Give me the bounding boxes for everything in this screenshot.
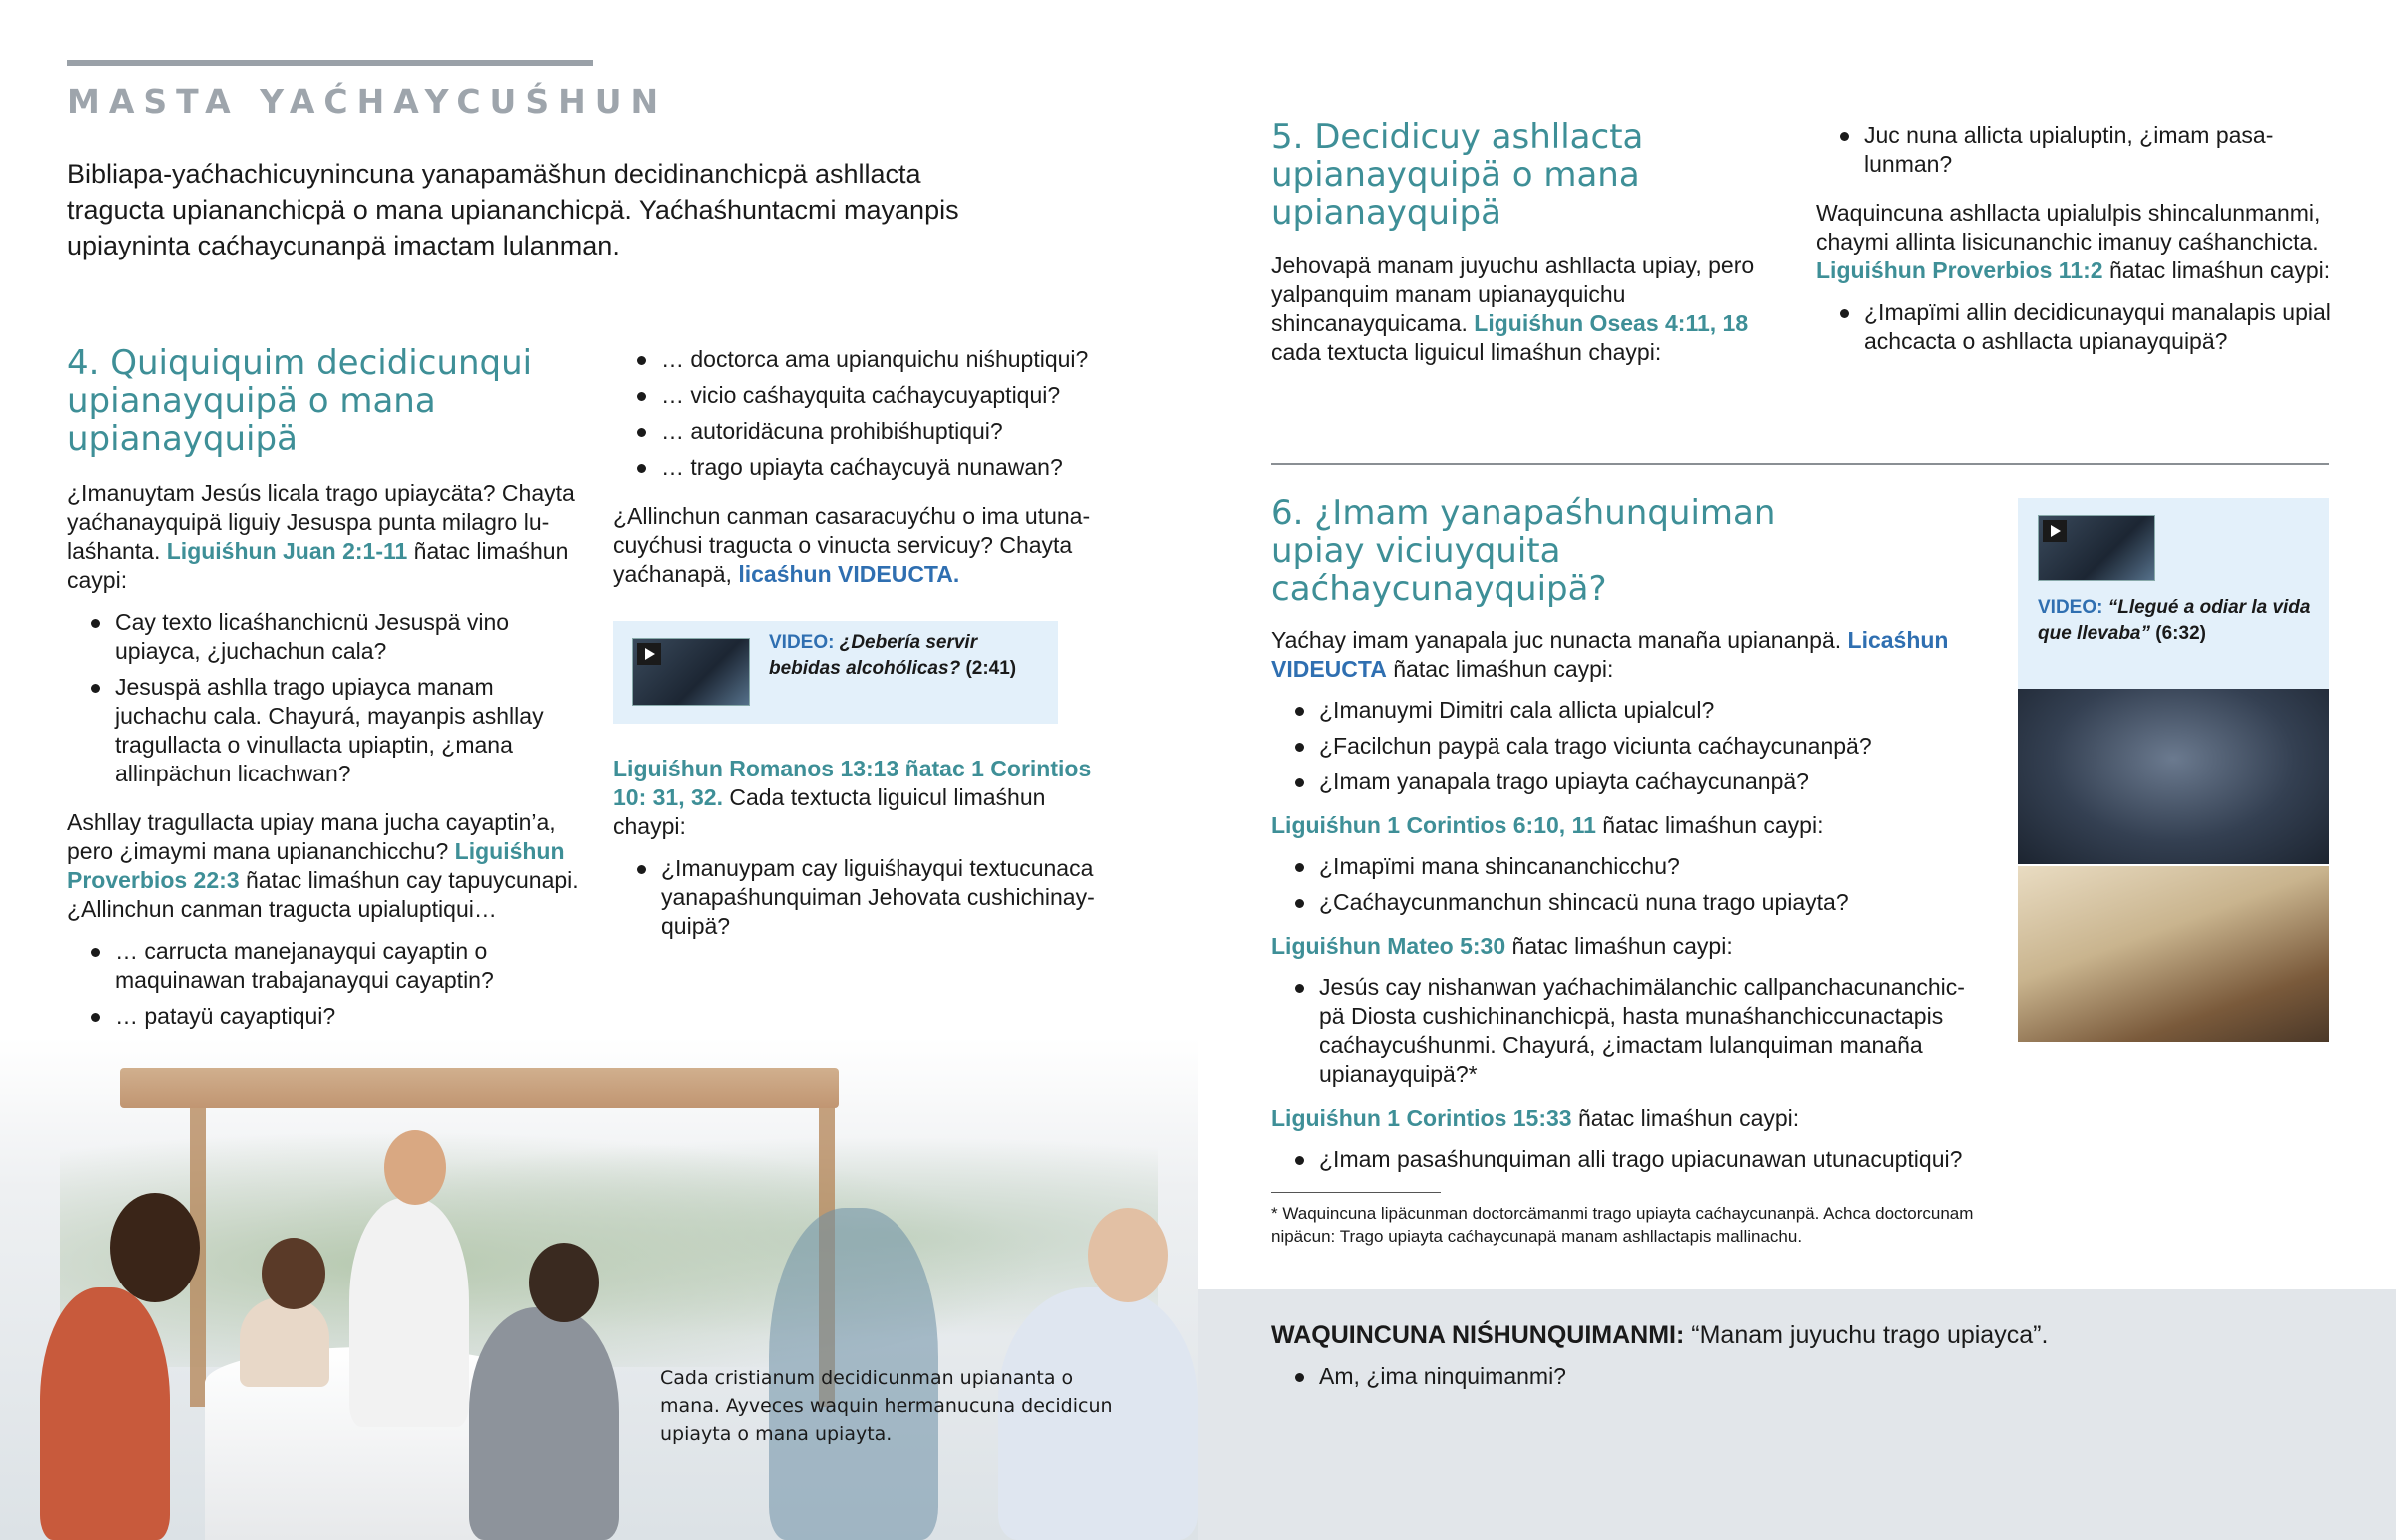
section-5-col-1 (1271, 118, 1770, 367)
discussion-list (1271, 1362, 2329, 1391)
video-box-alcohol[interactable] (613, 621, 1058, 724)
bible-ref-link[interactable]: Liguiśhun Mateo 5:30 (1271, 933, 1506, 959)
section-4-para-4: Liguiśhun Romanos 13:13 ñatac 1 Corintios 10: 31, 32. Cada textucta liguicul limaśhun chaypi: (613, 756, 1092, 839)
bible-ref-link[interactable]: Liguiśhun Juan 2:1-11 (166, 538, 408, 564)
top-rule (67, 60, 593, 66)
section-4-col-2b (613, 755, 1102, 948)
list-item: Jesuspä ashlla trago upiayca manam juchachu cala. Chayurá, mayanpis ashllay tragullacta o vinullacta upiaptin, ¿mana allinpächun licachwan? (67, 673, 586, 788)
list-item: … carructa manejanayqui cayaptin o maquinawan trabajanayqui cayaptin? (67, 937, 586, 995)
section-label: MASTA YAĆHAYCUŚHUN (67, 82, 668, 121)
list-item: ¿Facilchun paypä cala trago viciunta caćhaycunanpä? (1271, 732, 1980, 761)
section-6-list-3 (1271, 973, 1980, 1089)
section-6-para-1: Yaćhay imam yanapala juc nunacta manaña upiananpä. Licaśhun VIDEUCTA ñatac limaśhun caypi: (1271, 627, 1949, 682)
section-6-ref-2: Liguiśhun 1 Corintios 6:10, 11 ñatac limaśhun caypi: (1271, 812, 1824, 838)
list-item: ¿Imam pasaśhunquiman alli trago upiacunawan utunacuptiqui? (1271, 1145, 1980, 1174)
section-5-para-2: Waquincuna ashllacta upialulpis shincalunmanmi, chaymi allinta lisicunanchic imanuy caśhanchicta. Liguiśhun Proverbios 11:2 ñatac limaśhun caypi: (1816, 200, 2331, 283)
video-thumbnail[interactable] (2038, 515, 2155, 581)
section-4-col-2 (613, 345, 1102, 589)
play-icon[interactable] (637, 643, 661, 665)
list-item: … vicio caśhayquita caćhaycuyaptiqui? (613, 381, 1102, 410)
section-5-list-1 (1816, 121, 2335, 179)
video-still-man (2018, 689, 2329, 864)
discussion-heading: WAQUINCUNA NIŚHUNQUIMANMI: “Manam juyuchu trago upiayca”. (1271, 1321, 2049, 1349)
list-item: Jesús cay nishanwan yaćhachimälanchic callpanchacunanchicpä Diosta cushichinanchicpä, hasta munaśhanchiccunactapis caćhaycuśhunmi. Chayurá, ¿imactam lulanquiman manaña upianayquipä?* (1271, 973, 1980, 1089)
video-link[interactable]: Licaśhun VIDEUCTA (1271, 627, 1949, 682)
section-divider (1271, 463, 2329, 465)
list-item: … autoridäcuna prohibiśhuptiqui? (613, 417, 1102, 446)
restaurant-illustration (0, 1038, 1198, 1540)
video-still-bible-study (2018, 866, 2329, 1042)
section-5-para-1: Jehovapä manam juyuchu ashllacta upiay, pero yalpanquim manam upianayquichu shincanayquicama. Liguiśhun Oseas 4:11, 18 cada textucta liguicul limaśhun chaypi: (1271, 253, 1755, 365)
section-4-list-2 (67, 937, 586, 1031)
section-6-list-4 (1271, 1145, 1980, 1174)
section-6-ref-3: Liguiśhun Mateo 5:30 ñatac limaśhun caypi: (1271, 933, 1733, 959)
section-4-list-3 (613, 345, 1102, 482)
list-item: … doctorca ama upianquichu niśhuptiqui? (613, 345, 1102, 374)
list-item: … patayü cayaptiqui? (67, 1002, 586, 1031)
section-4-para-1: ¿Imanuytam Jesús licala trago upiaycäta? Chayta yaćhanayquipä liguiy Jesuspa punta milagro lulaśhanta. Liguiśhun Juan 2:1-11 ñatac limaśhun caypi: (67, 480, 575, 593)
footnote-rule (1271, 1192, 1441, 1193)
section-5-col-2 (1816, 121, 2335, 363)
section-5-list-2 (1816, 298, 2335, 356)
video-caption: VIDEO: “Llegué a odiar la vida que llevaba” (6:32) (2038, 597, 2311, 644)
list-item: ¿Caćhaycunmanchun shincacü nuna trago upiayta? (1271, 888, 1980, 917)
list-item: Cay texto licaśhanchicnü Jesuspä vino upiayca, ¿juchachun cala? (67, 608, 586, 666)
section-6-list-2 (1271, 852, 1980, 917)
play-icon[interactable] (2043, 520, 2067, 542)
list-item: ¿Imanuypam cay liguiśhayqui textucunaca yanapaśhunquiman Jehovata cushichinayquipä? (613, 854, 1102, 941)
video-link[interactable]: licaśhun VIDEUCTA. (738, 561, 960, 587)
section-4-title: 4. Quiquiquim decidicunqui upianayquipä o mana upianayquipä (67, 343, 533, 459)
list-item: … trago upiayta caćhaycuyä nunawan? (613, 453, 1102, 482)
video-box-dimitri[interactable] (2018, 498, 2329, 689)
section-4-col-1 (67, 344, 586, 1038)
list-item: ¿Imapïmi allin decidicunayqui manalapis upial achcacta o ashllacta upianayquipä? (1816, 298, 2335, 356)
bible-ref-link[interactable]: Liguiśhun Proverbios 22:3 (67, 838, 565, 893)
bible-ref-link[interactable]: Liguiśhun Romanos 13:13 ñatac 1 Corintios 10: 31, 32. (613, 756, 1092, 810)
list-item: ¿Imapïmi mana shincananchicchu? (1271, 852, 1980, 881)
bible-ref-link[interactable]: Liguiśhun 1 Corintios 15:33 (1271, 1105, 1572, 1131)
bible-ref-link[interactable]: Liguiśhun 1 Corintios 6:10, 11 (1271, 812, 1596, 838)
list-item: ¿Imam yanapala trago upiayta caćhaycunanpä? (1271, 768, 1980, 796)
section-6-title: 6. ¿Imam yanapaśhunquiman upiay viciuyquita caćhaycunayquipä? (1271, 493, 1776, 609)
footnote: * Waquincuna lipäcunman doctorcämanmi trago upiayta caćhaycunanpä. Achca doctorcunam nipäcun: Trago upiayta caćhaycunapä manam ashllactapis mallinachu. (1271, 1204, 1974, 1246)
bible-ref-link[interactable]: Liguiśhun Oseas 4:11, 18 (1474, 310, 1749, 336)
section-4-para-3: ¿Allinchun canman casaracuyćhu o ima utunacuyćhusi tragucta o vinucta servicuy? Chayta yaćhanapä, licaśhun VIDEUCTA. (613, 503, 1091, 587)
discussion-content (1271, 1319, 2329, 1398)
illustration-caption: Cada cristianum decidicunman upiananta o mana. Ayveces waquin hermanucuna decidicun upiayta o mana upiayta. (660, 1367, 1113, 1445)
section-4-para-2: Ashllay tragullacta upiay mana jucha cayaptin’a, pero ¿imaymi mana upiananchicchu? Liguiśhun Proverbios 22:3 ñatac limaśhun cay tapuycunapi. ¿Allinchun canman tragucta upialuptiqui… (67, 809, 579, 922)
video-caption: VIDEO: ¿Debería servir bebidas alcohólicas? (2:41) (769, 632, 1017, 679)
video-thumbnail[interactable] (632, 638, 750, 706)
section-6 (1271, 494, 1980, 1181)
bible-ref-link[interactable]: Liguiśhun Proverbios 11:2 (1816, 257, 2103, 283)
section-4-list-1 (67, 608, 586, 788)
list-item: Am, ¿ima ninquimanmi? (1271, 1362, 2329, 1391)
list-item: ¿Imanuymi Dimitri cala allicta upialcul? (1271, 696, 1980, 725)
list-item: Juc nuna allicta upialuptin, ¿imam pasalunman? (1816, 121, 2335, 179)
section-6-list-1 (1271, 696, 1980, 796)
section-5-title: 5. Decidicuy ashllacta upianayquipä o mana upianayquipä (1271, 117, 1644, 233)
intro-paragraph: Bibliapa-yaćhachicuynincuna yanapamäšhun decidinanchicpä ashllacta tragucta upiananchicpä o mana upiananchicpä. Yaćhaśhuntacmi mayanpis upiayninta caćhaycunanpä imactam lulanman. (67, 159, 959, 260)
section-6-ref-4: Liguiśhun 1 Corintios 15:33 ñatac limaśhun caypi: (1271, 1105, 1800, 1131)
section-4-list-4 (613, 854, 1102, 941)
